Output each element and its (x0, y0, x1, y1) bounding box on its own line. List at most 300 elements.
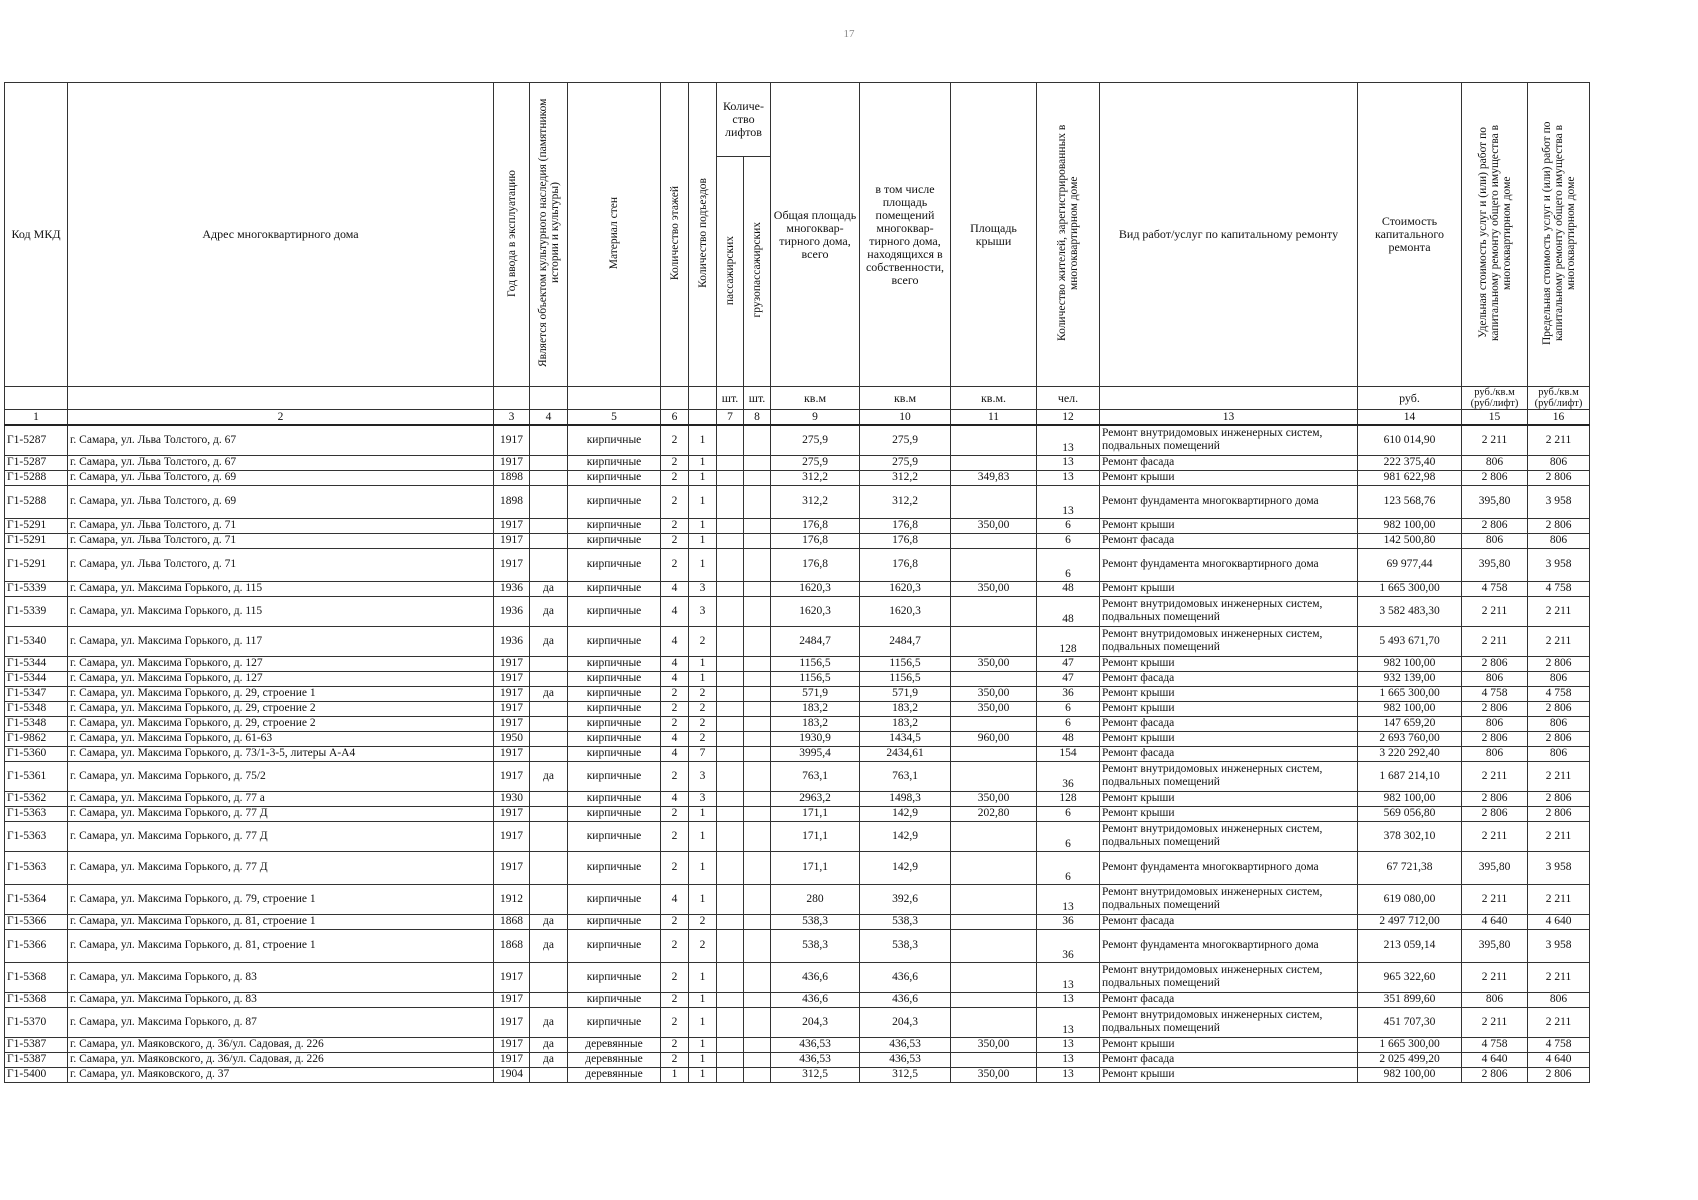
cell-cultural (530, 701, 568, 716)
column-number: 7 (717, 410, 744, 426)
cell-residents: 36 (1037, 761, 1100, 791)
cell-address: г. Самара, ул. Максима Горького, д. 83 (68, 992, 494, 1007)
cell-roof (951, 716, 1037, 731)
cell-entrances: 3 (689, 581, 717, 596)
cell-year: 1868 (494, 914, 530, 929)
cell-entrances: 7 (689, 746, 717, 761)
cell-unit-cost: 4 758 (1462, 1037, 1528, 1052)
table-row (5, 716, 1590, 731)
cell-residents: 13 (1037, 1067, 1100, 1082)
cell-floors: 2 (661, 548, 689, 581)
cell-roof (951, 821, 1037, 851)
cell-address: г. Самара, ул. Максима Горького, д. 127 (68, 671, 494, 686)
unit-cell (661, 387, 689, 410)
cell-work: Ремонт внутридомовых инженерных систем, подвальных помещений (1100, 884, 1358, 914)
cell-year: 1917 (494, 806, 530, 821)
cell-residents: 6 (1037, 548, 1100, 581)
cell-roof (951, 425, 1037, 455)
cell-cultural (530, 425, 568, 455)
cell-cost: 2 025 499,20 (1358, 1052, 1462, 1067)
cell-lifts-cargo (744, 596, 771, 626)
cell-lifts-passenger (717, 746, 744, 761)
cell-cost: 982 100,00 (1358, 1067, 1462, 1082)
cell-cost: 982 100,00 (1358, 656, 1462, 671)
header-lifts: Количе-ство лифтов (717, 83, 771, 157)
cell-year: 1917 (494, 761, 530, 791)
table-row (5, 548, 1590, 581)
cell-entrances: 1 (689, 548, 717, 581)
cell-floors: 2 (661, 851, 689, 884)
cell-floors: 4 (661, 671, 689, 686)
cell-roof (951, 761, 1037, 791)
cell-work: Ремонт фундамента многоквартирного дома (1100, 929, 1358, 962)
cell-lifts-passenger (717, 914, 744, 929)
cell-unit-cost: 395,80 (1462, 929, 1528, 962)
cell-code: Г1-5291 (5, 548, 68, 581)
cell-area-owned: 183,2 (860, 701, 951, 716)
cell-address: г. Самара, ул. Максима Горького, д. 83 (68, 962, 494, 992)
cell-residents: 154 (1037, 746, 1100, 761)
cell-unit-cost: 4 758 (1462, 686, 1528, 701)
cell-cost: 3 220 292,40 (1358, 746, 1462, 761)
unit-unit-cost: руб./кв.м (руб/лифт) (1462, 387, 1528, 410)
cell-area-owned: 2434,61 (860, 746, 951, 761)
cell-wall: кирпичные (568, 761, 661, 791)
cell-cost: 619 080,00 (1358, 884, 1462, 914)
cell-code: Г1-5291 (5, 518, 68, 533)
cell-code: Г1-5340 (5, 626, 68, 656)
cell-address: г. Самара, ул. Максима Горького, д. 81, строение 1 (68, 929, 494, 962)
cell-entrances: 1 (689, 884, 717, 914)
cell-limit-cost: 2 806 (1528, 518, 1590, 533)
cell-cost: 3 582 483,30 (1358, 596, 1462, 626)
cell-limit-cost: 806 (1528, 671, 1590, 686)
cell-floors: 2 (661, 425, 689, 455)
cell-lifts-cargo (744, 1037, 771, 1052)
cell-lifts-passenger (717, 626, 744, 656)
cell-area-total: 183,2 (771, 716, 860, 731)
cell-cost: 610 014,90 (1358, 425, 1462, 455)
capital-repair-table (4, 82, 1590, 1083)
cell-entrances: 1 (689, 851, 717, 884)
cell-area-total: 538,3 (771, 914, 860, 929)
cell-floors: 2 (661, 929, 689, 962)
table-row (5, 701, 1590, 716)
cell-residents: 13 (1037, 884, 1100, 914)
cell-entrances: 1 (689, 962, 717, 992)
cell-work: Ремонт фасада (1100, 1052, 1358, 1067)
cell-limit-cost: 3 958 (1528, 929, 1590, 962)
cell-work: Ремонт внутридомовых инженерных систем, подвальных помещений (1100, 962, 1358, 992)
cell-work: Ремонт внутридомовых инженерных систем, подвальных помещений (1100, 761, 1358, 791)
cell-floors: 4 (661, 731, 689, 746)
cell-work: Ремонт внутридомовых инженерных систем, подвальных помещений (1100, 596, 1358, 626)
cell-cultural: да (530, 1037, 568, 1052)
cell-unit-cost: 2 211 (1462, 884, 1528, 914)
cell-area-total: 176,8 (771, 533, 860, 548)
cell-floors: 2 (661, 992, 689, 1007)
cell-cost: 5 493 671,70 (1358, 626, 1462, 656)
cell-wall: кирпичные (568, 656, 661, 671)
cell-cost: 123 568,76 (1358, 485, 1462, 518)
cell-floors: 1 (661, 1067, 689, 1082)
cell-lifts-passenger (717, 671, 744, 686)
cell-year: 1936 (494, 581, 530, 596)
cell-address: г. Самара, ул. Максима Горького, д. 115 (68, 581, 494, 596)
cell-limit-cost: 806 (1528, 533, 1590, 548)
cell-lifts-cargo (744, 716, 771, 731)
cell-entrances: 1 (689, 656, 717, 671)
table-row (5, 533, 1590, 548)
cell-year: 1912 (494, 884, 530, 914)
cell-wall: кирпичные (568, 533, 661, 548)
cell-address: г. Самара, ул. Максима Горького, д. 61-63 (68, 731, 494, 746)
cell-wall: кирпичные (568, 1007, 661, 1037)
cell-code: Г1-5339 (5, 596, 68, 626)
cell-entrances: 1 (689, 470, 717, 485)
cell-wall: кирпичные (568, 518, 661, 533)
table-row (5, 470, 1590, 485)
table-row (5, 485, 1590, 518)
table-row (5, 851, 1590, 884)
cell-unit-cost: 2 211 (1462, 761, 1528, 791)
cell-lifts-cargo (744, 851, 771, 884)
table-body (5, 425, 1590, 1082)
cell-area-total: 275,9 (771, 455, 860, 470)
cell-wall: деревянные (568, 1052, 661, 1067)
cell-floors: 4 (661, 626, 689, 656)
cell-area-total: 1620,3 (771, 581, 860, 596)
cell-roof: 350,00 (951, 656, 1037, 671)
cell-lifts-cargo (744, 455, 771, 470)
cell-unit-cost: 2 806 (1462, 518, 1528, 533)
cell-cultural (530, 821, 568, 851)
cell-floors: 2 (661, 1037, 689, 1052)
cell-roof: 350,00 (951, 1067, 1037, 1082)
cell-unit-cost: 4 640 (1462, 914, 1528, 929)
cell-wall: кирпичные (568, 425, 661, 455)
cell-work: Ремонт внутридомовых инженерных систем, подвальных помещений (1100, 821, 1358, 851)
cell-floors: 2 (661, 761, 689, 791)
cell-lifts-cargo (744, 791, 771, 806)
cell-area-total: 312,2 (771, 485, 860, 518)
column-number: 13 (1100, 410, 1358, 426)
cell-wall: кирпичные (568, 686, 661, 701)
cell-cultural: да (530, 761, 568, 791)
cell-work: Ремонт фасада (1100, 716, 1358, 731)
cell-work: Ремонт фасада (1100, 671, 1358, 686)
cell-unit-cost: 2 806 (1462, 701, 1528, 716)
cell-entrances: 2 (689, 701, 717, 716)
cell-area-total: 436,53 (771, 1052, 860, 1067)
cell-lifts-passenger (717, 992, 744, 1007)
cell-work: Ремонт фундамента многоквартирного дома (1100, 548, 1358, 581)
cell-roof (951, 962, 1037, 992)
cell-cultural (530, 1067, 568, 1082)
cell-cultural: да (530, 581, 568, 596)
cell-residents: 6 (1037, 518, 1100, 533)
cell-wall: деревянные (568, 1037, 661, 1052)
cell-lifts-cargo (744, 731, 771, 746)
cell-area-total: 436,6 (771, 992, 860, 1007)
cell-address: г. Самара, ул. Льва Толстого, д. 71 (68, 548, 494, 581)
cell-lifts-passenger (717, 716, 744, 731)
cell-year: 1917 (494, 992, 530, 1007)
cell-code: Г1-5344 (5, 671, 68, 686)
cell-limit-cost: 4 758 (1528, 686, 1590, 701)
cell-wall: кирпичные (568, 746, 661, 761)
cell-roof (951, 596, 1037, 626)
cell-cultural (530, 548, 568, 581)
cell-lifts-passenger (717, 470, 744, 485)
cell-year: 1936 (494, 626, 530, 656)
cell-area-owned: 312,2 (860, 485, 951, 518)
cell-wall: кирпичные (568, 470, 661, 485)
cell-area-owned: 183,2 (860, 716, 951, 731)
cell-roof (951, 851, 1037, 884)
cell-unit-cost: 2 211 (1462, 821, 1528, 851)
cell-cost: 351 899,60 (1358, 992, 1462, 1007)
column-number: 1 (5, 410, 68, 426)
cell-area-owned: 538,3 (860, 914, 951, 929)
cell-year: 1917 (494, 656, 530, 671)
cell-unit-cost: 395,80 (1462, 548, 1528, 581)
table-row (5, 761, 1590, 791)
cell-code: Г1-5364 (5, 884, 68, 914)
cell-address: г. Самара, ул. Маяковского, д. 36/ул. Садовая, д. 226 (68, 1052, 494, 1067)
cell-lifts-passenger (717, 851, 744, 884)
table-row (5, 626, 1590, 656)
cell-wall: кирпичные (568, 914, 661, 929)
cell-lifts-cargo (744, 485, 771, 518)
cell-residents: 13 (1037, 1037, 1100, 1052)
cell-year: 1917 (494, 548, 530, 581)
cell-year: 1868 (494, 929, 530, 962)
cell-roof (951, 485, 1037, 518)
cell-limit-cost: 2 806 (1528, 731, 1590, 746)
cell-roof (951, 929, 1037, 962)
cell-entrances: 2 (689, 731, 717, 746)
cell-code: Г1-5368 (5, 962, 68, 992)
cell-lifts-cargo (744, 1007, 771, 1037)
cell-residents: 36 (1037, 686, 1100, 701)
cell-area-owned: 1156,5 (860, 656, 951, 671)
cell-code: Г1-5288 (5, 485, 68, 518)
column-number: 12 (1037, 410, 1100, 426)
cell-wall: кирпичные (568, 821, 661, 851)
header-wall: Материал стен (568, 83, 661, 387)
column-number: 8 (744, 410, 771, 426)
cell-entrances: 3 (689, 791, 717, 806)
table-row (5, 929, 1590, 962)
cell-address: г. Самара, ул. Максима Горького, д. 77 Д (68, 821, 494, 851)
header-lifts-cargo: грузопассажирских (744, 157, 771, 387)
cell-unit-cost: 2 211 (1462, 962, 1528, 992)
cell-limit-cost: 2 806 (1528, 791, 1590, 806)
cell-residents: 47 (1037, 671, 1100, 686)
cell-year: 1917 (494, 1037, 530, 1052)
cell-wall: кирпичные (568, 548, 661, 581)
cell-residents: 13 (1037, 962, 1100, 992)
cell-residents: 47 (1037, 656, 1100, 671)
cell-roof: 350,00 (951, 581, 1037, 596)
cell-lifts-passenger (717, 731, 744, 746)
page-number: 17 (843, 28, 855, 40)
unit-cell (689, 387, 717, 410)
unit-limit-cost: руб./кв.м (руб/лифт) (1528, 387, 1590, 410)
cell-lifts-cargo (744, 533, 771, 548)
cell-work: Ремонт фасада (1100, 746, 1358, 761)
cell-area-owned: 312,5 (860, 1067, 951, 1082)
cell-unit-cost: 2 211 (1462, 596, 1528, 626)
unit-residents: чел. (1037, 387, 1100, 410)
cell-area-owned: 1434,5 (860, 731, 951, 746)
column-number: 15 (1462, 410, 1528, 426)
cell-area-owned: 176,8 (860, 548, 951, 581)
cell-year: 1917 (494, 533, 530, 548)
cell-residents: 6 (1037, 716, 1100, 731)
cell-address: г. Самара, ул. Маяковского, д. 37 (68, 1067, 494, 1082)
cell-cultural: да (530, 1007, 568, 1037)
table-row (5, 581, 1590, 596)
cell-floors: 4 (661, 581, 689, 596)
cell-area-owned: 275,9 (860, 425, 951, 455)
cell-work: Ремонт крыши (1100, 518, 1358, 533)
cell-cost: 451 707,30 (1358, 1007, 1462, 1037)
column-number: 9 (771, 410, 860, 426)
cell-lifts-passenger (717, 1007, 744, 1037)
cell-unit-cost: 806 (1462, 746, 1528, 761)
cell-work: Ремонт крыши (1100, 656, 1358, 671)
cell-address: г. Самара, ул. Максима Горького, д. 115 (68, 596, 494, 626)
column-number (689, 410, 717, 426)
table-row (5, 455, 1590, 470)
cell-roof (951, 533, 1037, 548)
cell-area-total: 1930,9 (771, 731, 860, 746)
cell-lifts-cargo (744, 962, 771, 992)
cell-area-owned: 1156,5 (860, 671, 951, 686)
cell-residents: 13 (1037, 1052, 1100, 1067)
cell-area-owned: 176,8 (860, 518, 951, 533)
cell-work: Ремонт крыши (1100, 1067, 1358, 1082)
column-number: 6 (661, 410, 689, 426)
cell-cultural (530, 716, 568, 731)
cell-residents: 48 (1037, 731, 1100, 746)
cell-limit-cost: 806 (1528, 455, 1590, 470)
cell-year: 1917 (494, 671, 530, 686)
cell-area-owned: 1620,3 (860, 596, 951, 626)
cell-code: Г1-5387 (5, 1052, 68, 1067)
cell-lifts-passenger (717, 596, 744, 626)
cell-entrances: 2 (689, 929, 717, 962)
cell-lifts-cargo (744, 581, 771, 596)
cell-residents: 13 (1037, 425, 1100, 455)
cell-address: г. Самара, ул. Максима Горького, д. 73/1-3-5, литеры А-А4 (68, 746, 494, 761)
cell-area-owned: 312,2 (860, 470, 951, 485)
cell-cost: 142 500,80 (1358, 533, 1462, 548)
unit-lifts-pass: шт. (717, 387, 744, 410)
cell-cultural (530, 791, 568, 806)
cell-roof: 350,00 (951, 518, 1037, 533)
cell-unit-cost: 2 806 (1462, 1067, 1528, 1082)
cell-cost: 981 622,98 (1358, 470, 1462, 485)
cell-roof: 960,00 (951, 731, 1037, 746)
cell-year: 1917 (494, 962, 530, 992)
cell-area-total: 171,1 (771, 851, 860, 884)
cell-lifts-cargo (744, 626, 771, 656)
header-code: Код МКД (5, 83, 68, 387)
cell-address: г. Самара, ул. Максима Горького, д. 29, строение 2 (68, 716, 494, 731)
cell-code: Г1-5347 (5, 686, 68, 701)
cell-code: Г1-5348 (5, 701, 68, 716)
cell-entrances: 1 (689, 821, 717, 851)
cell-code: Г1-5287 (5, 425, 68, 455)
cell-area-owned: 176,8 (860, 533, 951, 548)
cell-unit-cost: 395,80 (1462, 485, 1528, 518)
cell-lifts-cargo (744, 425, 771, 455)
cell-cost: 1 665 300,00 (1358, 1037, 1462, 1052)
cell-entrances: 1 (689, 1007, 717, 1037)
cell-roof: 350,00 (951, 791, 1037, 806)
cell-cultural (530, 455, 568, 470)
cell-lifts-cargo (744, 656, 771, 671)
column-number: 14 (1358, 410, 1462, 426)
cell-residents: 128 (1037, 791, 1100, 806)
cell-floors: 4 (661, 884, 689, 914)
cell-limit-cost: 2 211 (1528, 1007, 1590, 1037)
cell-wall: кирпичные (568, 716, 661, 731)
table-row (5, 821, 1590, 851)
cell-lifts-passenger (717, 701, 744, 716)
cell-code: Г1-5370 (5, 1007, 68, 1037)
cell-cultural: да (530, 596, 568, 626)
cell-address: г. Самара, ул. Максима Горького, д. 77 Д (68, 851, 494, 884)
cell-lifts-cargo (744, 884, 771, 914)
cell-cost: 147 659,20 (1358, 716, 1462, 731)
cell-lifts-passenger (717, 1052, 744, 1067)
column-numbers-row (5, 410, 1590, 426)
cell-entrances: 1 (689, 671, 717, 686)
unit-area-total: кв.м (771, 387, 860, 410)
cell-cultural: да (530, 686, 568, 701)
cell-residents: 6 (1037, 701, 1100, 716)
cell-entrances: 1 (689, 455, 717, 470)
cell-year: 1904 (494, 1067, 530, 1082)
cell-floors: 2 (661, 716, 689, 731)
cell-cost: 1 687 214,10 (1358, 761, 1462, 791)
cell-entrances: 1 (689, 806, 717, 821)
cell-floors: 2 (661, 1052, 689, 1067)
cell-cost: 982 100,00 (1358, 701, 1462, 716)
cell-entrances: 1 (689, 425, 717, 455)
cell-lifts-passenger (717, 884, 744, 914)
cell-limit-cost: 2 211 (1528, 884, 1590, 914)
header-lifts-passenger: пассажирских (717, 157, 744, 387)
table-row (5, 596, 1590, 626)
cell-address: г. Самара, ул. Льва Толстого, д. 71 (68, 518, 494, 533)
cell-year: 1936 (494, 596, 530, 626)
cell-year: 1898 (494, 485, 530, 518)
cell-floors: 2 (661, 518, 689, 533)
cell-unit-cost: 2 806 (1462, 731, 1528, 746)
cell-wall: кирпичные (568, 992, 661, 1007)
cell-lifts-cargo (744, 821, 771, 851)
cell-lifts-cargo (744, 1052, 771, 1067)
cell-lifts-passenger (717, 656, 744, 671)
cell-lifts-passenger (717, 425, 744, 455)
cell-wall: кирпичные (568, 581, 661, 596)
header-work: Вид работ/услуг по капитальному ремонту (1100, 83, 1358, 387)
